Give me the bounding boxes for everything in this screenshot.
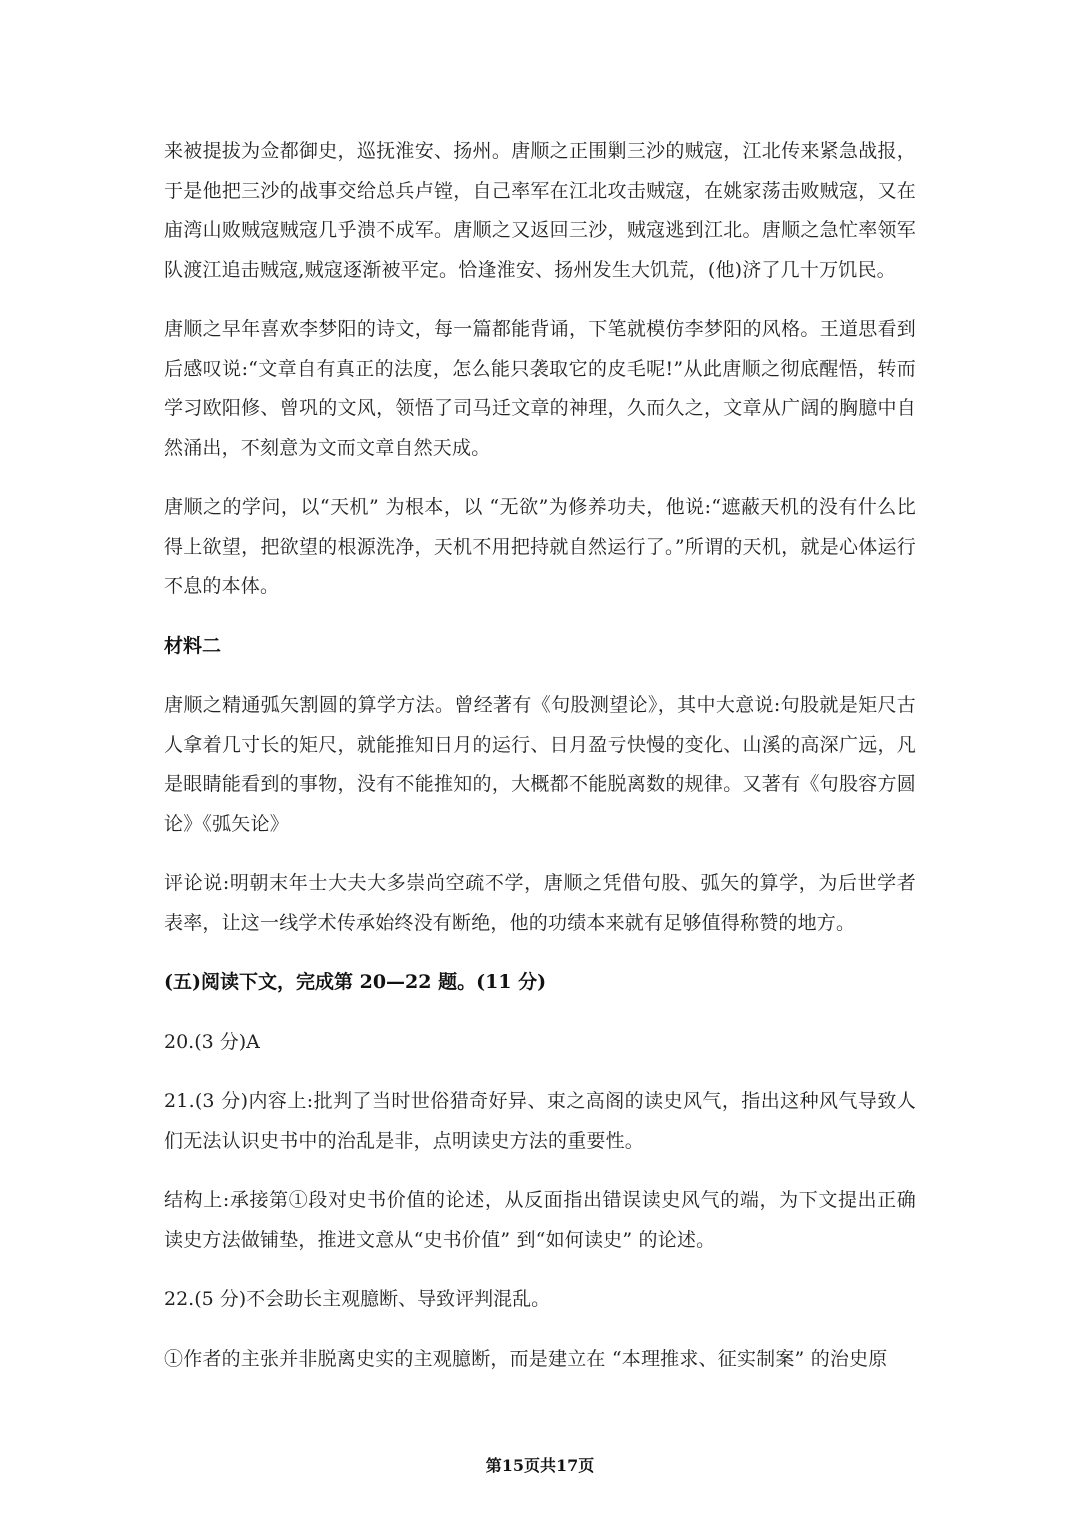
heading-material-two: 材料二 (164, 634, 222, 657)
heading-section-five: (五)阅读下文，完成第 20—22 题。(11 分) (164, 971, 547, 993)
paragraph-tang-shunzhi-military: 来被提拔为佥都御史，巡抚淮安、扬州。唐顺之正围剿三沙的贼寇，江北传来紧急战报，于是他把三沙的战事交给总兵卢镗，自己率军在江北攻击贼寇，在姚家荡击败贼寇，又在庙湾山败贼寇贼寇几乎溃不成军。唐顺之又返回三沙，贼寇逃到江北。唐顺之急忙率领军队渡江追击贼寇,贼寇逐渐被平定。恰逢淮安、扬州发生大饥荒，(他)济了几十万饥民。 (164, 140, 916, 281)
paragraph-tang-shunzhi-literature: 唐顺之早年喜欢李梦阳的诗文，每一篇都能背诵，下笔就模仿李梦阳的风格。王道思看到后感叹说:“文章自有真正的法度，怎么能只袭取它的皮毛呢!”从此唐顺之彻底醒悟，转而学习欧阳修、曾巩的文风，领悟了司马迁文章的神理，久而久之，文章从广阔的胸臆中自然涌出，不刻意为文而文章自然天成。 (164, 318, 916, 459)
answer-22: 22.(5 分)不会助长主观臆断、导致评判混乱。 (164, 1288, 551, 1310)
answer-20: 20.(3 分)A (164, 1030, 260, 1053)
paragraph-tang-shunzhi-mathematics: 唐顺之精通弧矢割圆的算学方法。曾经著有《句股测望论》，其中大意说:句股就是矩尺古人拿着几寸长的矩尺，就能推知日月的运行、日月盈亏快慢的变化、山溪的高深广远，凡是眼睛能看到的事物，没有不能推知的，大概都不能脱离数的规律。又著有《句股容方圆论》《弧矢论》 (164, 694, 916, 835)
answer-21-structure: 结构上:承接第①段对史书价值的论述，从反面指出错误读史风气的端，为下文提出正确读史方法做铺垫，推进文意从“史书价值” 到“如何读史” 的论述。 (164, 1189, 916, 1251)
document-body (164, 132, 916, 1399)
answer-21-content: 21.(3 分)内容上:批判了当时世俗猎奇好异、束之高阁的读史风气，指出这种风气导致人们无法认识史书中的治乱是非，点明读史方法的重要性。 (164, 1090, 916, 1152)
paragraph-commentary: 评论说:明朝末年士大夫大多崇尚空疏不学，唐顺之凭借句股、弧矢的算学，为后世学者表率，让这一线学术传承始终没有断绝，他的功绩本来就有足够值得称赞的地方。 (164, 872, 916, 934)
paragraph-tang-shunzhi-learning: 唐顺之的学问，以“天机” 为根本，以 “无欲”为修养功夫，他说:“遮蔽天机的没有什么比得上欲望，把欲望的根源洗净，天机不用把持就自然运行了。”所谓的天机，就是心体运行不息的本体。 (164, 496, 916, 597)
page-number: 第15页共17页 (485, 1456, 595, 1475)
answer-22-point-one: ①作者的主张并非脱离史实的主观臆断，而是建立在 “本理推求、征实制案” 的治史原 (164, 1347, 888, 1370)
